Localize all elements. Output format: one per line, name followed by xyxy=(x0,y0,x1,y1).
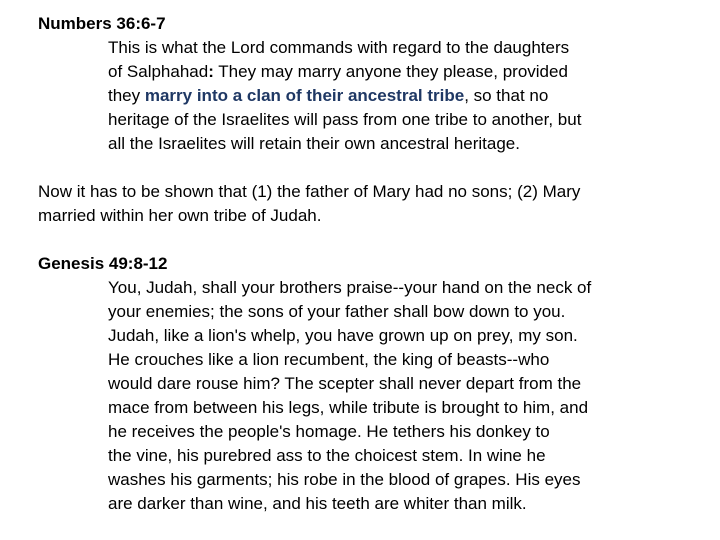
commentary-paragraph xyxy=(38,180,708,228)
genesis-reference: Genesis 49:8-12 xyxy=(38,254,168,273)
genesis-quote xyxy=(108,276,708,516)
genesis-line-5: would dare rouse him? The scepter shall never depart from the xyxy=(108,374,582,393)
numbers-reference: Numbers 36:6-7 xyxy=(38,14,166,33)
genesis-line-8: the vine, his purebred ass to the choicest stem. In wine he xyxy=(108,446,546,465)
genesis-line-1: You, Judah, shall your brothers praise--your hand on the neck of xyxy=(108,278,592,297)
genesis-line-9: washes his garments; his robe in the blood of grapes. His eyes xyxy=(108,470,581,489)
genesis-line-7: he receives the people's homage. He tethers his donkey to xyxy=(108,422,550,441)
document-page xyxy=(38,12,708,516)
spacer xyxy=(38,156,708,180)
genesis-line-3: Judah, like a lion's whelp, you have grown up on prey, my son. xyxy=(108,326,578,345)
numbers-line-5-text: all the Israelites will retain their own ancestral heritage. xyxy=(108,134,520,153)
numbers-line-5 xyxy=(108,132,708,156)
genesis-line-2: your enemies; the sons of your father shall bow down to you. xyxy=(108,302,566,321)
numbers-line-1-text: This is what the Lord commands with regard to the daughters xyxy=(108,38,570,57)
numbers-line-3-text-a: they xyxy=(108,86,145,105)
numbers-line-1 xyxy=(108,36,708,60)
numbers-line-2-colon: : xyxy=(208,62,214,81)
genesis-line-10: are darker than wine, and his teeth are whiter than milk. xyxy=(108,494,527,513)
commentary-line-1: Now it has to be shown that (1) the father of Mary had no sons; (2) Mary xyxy=(38,182,581,201)
commentary-line-2: married within her own tribe of Judah. xyxy=(38,206,322,225)
numbers-line-3 xyxy=(108,84,708,108)
numbers-line-2 xyxy=(108,60,708,84)
genesis-line-4: He crouches like a lion recumbent, the king of beasts--who xyxy=(108,350,550,369)
numbers-line-4 xyxy=(108,108,708,132)
numbers-line-2-text-a: of Salphahad xyxy=(108,62,209,81)
genesis-line-6: mace from between his legs, while tribute is brought to him, and xyxy=(108,398,589,417)
numbers-line-2-text-c: They may marry anyone they please, provided xyxy=(213,62,568,81)
numbers-quote xyxy=(108,36,708,156)
spacer xyxy=(38,228,708,252)
numbers-line-3-text-c: , so that no xyxy=(464,86,549,105)
numbers-line-4-text: heritage of the Israelites will pass from one tribe to another, but xyxy=(108,110,582,129)
numbers-highlight-phrase: marry into a clan of their ancestral tribe xyxy=(144,86,465,105)
